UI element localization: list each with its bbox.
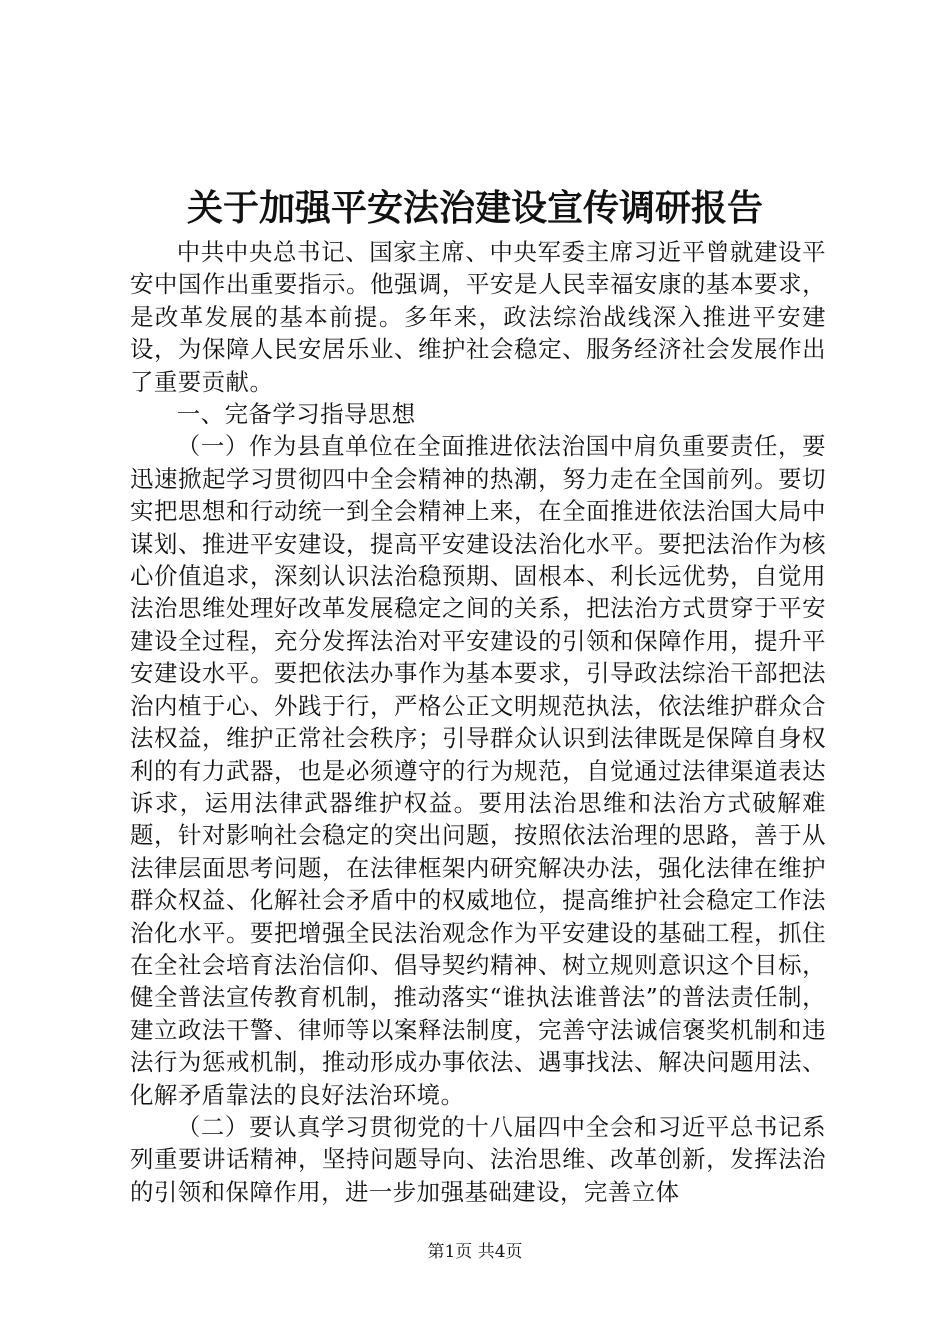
section-heading: 一、完备学习指导思想 xyxy=(176,400,416,429)
document-body xyxy=(130,236,826,1208)
body-paragraph: （二）要认真学习贯彻党的十八届四中全会和习近平总书记系列重要讲话精神，坚持问题导向、法治思维、改革创新，发挥法治的引领和保障作用，进一步加强基础建设，完善立体 xyxy=(130,1112,826,1206)
body-paragraph: 中共中央总书记、国家主席、中央军委主席习近平曾就建设平安中国作出重要指示。他强调，平安是人民幸福安康的基本要求，是改革发展的基本前提。多年来，政法综治战线深入推进平安建设，为保障人民安居乐业、维护社会稳定、服务经济社会发展作出了重要贡献。 xyxy=(130,238,826,396)
page-number-footer: 第1页 共4页 xyxy=(427,1242,523,1262)
body-paragraph: （一）作为县直单位在全面推进依法治国中肩负重要责任，要迅速掀起学习贯彻四中全会精神的热潮，努力走在全国前列。要切实把思想和行动统一到全会精神上来，在全面推进依法治国大局中谋划、推进平安建设，提高平安建设法治化水平。要把法治作为核心价值追求，深刻认识法治稳预期、固根本、利长远优势，自觉用法治思维处理好改革发展稳定之间的关系，把法治方式贯穿于平安建设全过程，充分发挥法治对平安建设的引领和保障作用，提升平安建设水平。要把依法办事作为基本要求，引导政法综治干部把法治内植于心、外践于行，严格公正文明规范执法，依法维护群众合法权益，维护正常社会秩序；引导群众认识到法律既是保障自身权利的有力武器，也是必须遵守的行为规范，自觉通过法律渠道表达诉求，运用法律武器维护权益。要用法治思维和法治方式破解难题，针对影响社会稳定的突出问题，按照依法治理的思路，善于从法律层面思考问题，在法律框架内研究解决办法，强化法律在维护群众权益、化解社会矛盾中的权威地位，提高维护社会稳定工作法治化水平。要把增强全民法治观念作为平安建设的基础工程，抓住在全社会培育法治信仰、倡导契约精神、树立规则意识这个目标，健全普法宣传教育机制，推动落实“谁执法谁普法”的普法责任制，建立政法干警、律师等以案释法制度，完善守法诚信褒奖机制和违法行为惩戒机制，推动形成办事依法、遇事找法、解决问题用法、化解矛盾靠法的良好法治环境。 xyxy=(130,432,826,1109)
document-title: 关于加强平安法治建设宣传调研报告 xyxy=(186,187,763,229)
